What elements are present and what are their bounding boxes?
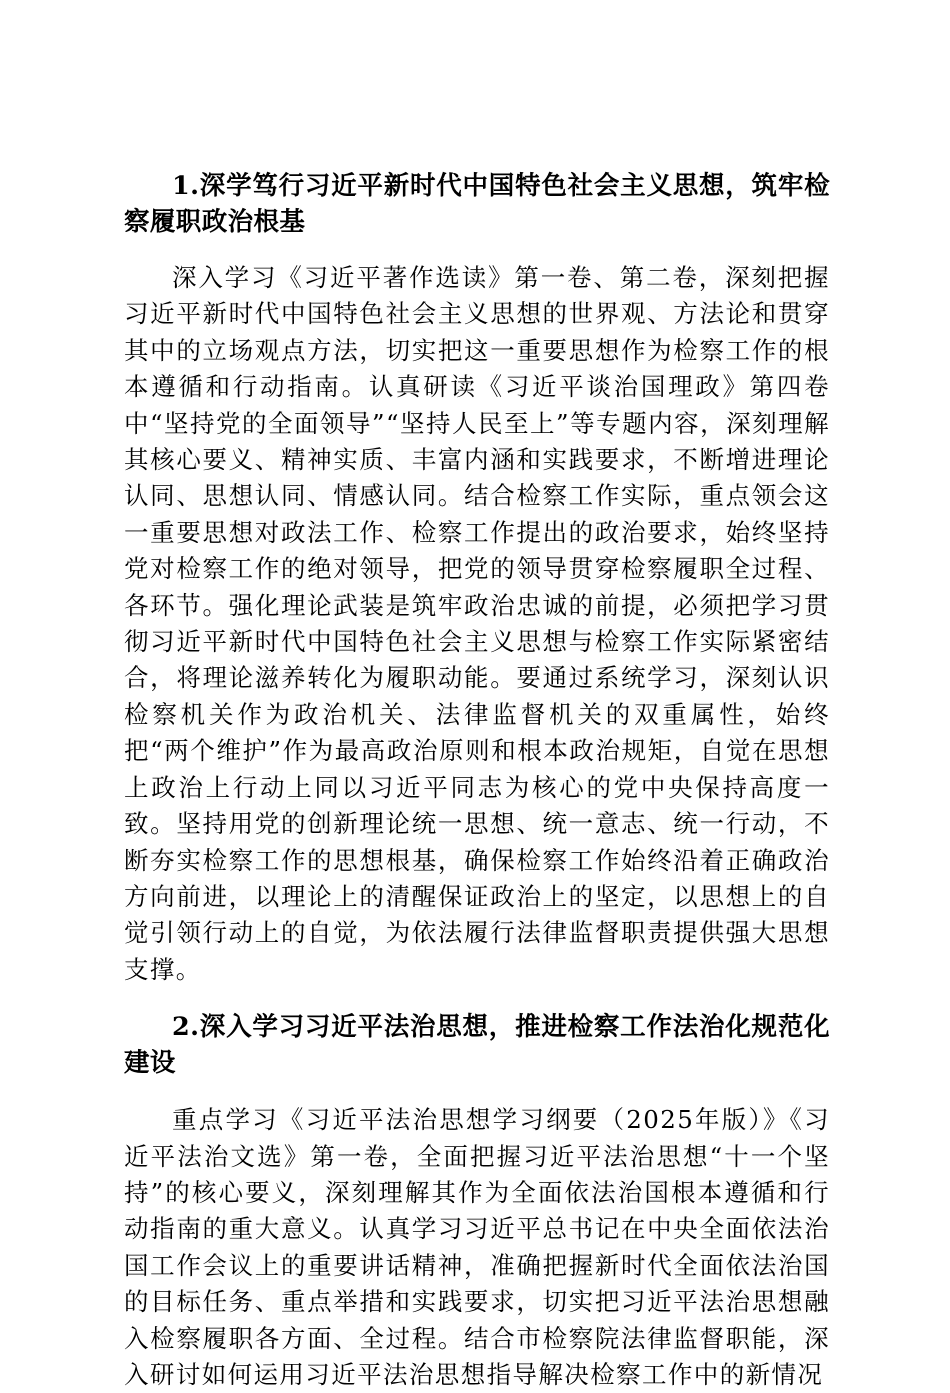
section-heading-1: 1.深学笃行习近平新时代中国特色社会主义思想，筑牢检察履职政治根基 [124, 171, 830, 237]
section-paragraph-1: 深入学习《习近平著作选读》第一卷、第二卷，深刻把握习近平新时代中国特色社会主义思想的世界观、方法论和贯穿其中的立场观点方法，切实把这一重要思想作为检察工作的根本遵循和行动指南。认真研读《习近平谈治国理政》第四卷中“坚持党的全面领导”“坚持人民至上”等专题内容，深刻理解其核心要义、精神实质、丰富内涵和实践要求，不断增进理论认同、思想认同、情感认同。结合检察工作实际，重点领会这一重要思想对政法工作、检察工作提出的政治要求，始终坚持党对检察工作的绝对领导，把党的领导贯穿检察履职全过程、各环节。强化理论武装是筑牢政治忠诚的前提，必须把学习贯彻习近平新时代中国特色社会主义思想与检察工作实际紧密结合，将理论滋养转化为履职动能。要通过系统学习，深刻认识检察机关作为政治机关、法律监督机关的双重属性，始终把“两个维护”作为最高政治原则和根本政治规矩，自觉在思想上政治上行动上同以习近平同志为核心的党中央保持高度一致。坚持用党的创新理论统一思想、统一意志、统一行动，不断夯实检察工作的思想根基，确保检察工作始终沿着正确政治方向前进，以理论上的清醒保证政治上的坚定，以思想上的自觉引领行动上的自觉，为依法履行法律监督职责提供强大思想支撑。 [124, 263, 830, 984]
section-paragraph-2: 重点学习《习近平法治思想学习纲要（2025年版）》《习近平法治文选》第一卷，全面把握习近平法治思想“十一个坚持”的核心要义，深刻理解其作为全面依法治国根本遵循和行动指南的重大意义。认真学习习近平总书记在中央全面依法治国工作会议上的重要讲话精神，准确把握新时代全面依法治国的目标任务、重点举措和实践要求，切实把习近平法治思想融入检察履职各方面、全过程。结合市检察院法律监督职能，深入研讨如何运用习近平法治思想指导解决检察工作中的新情况 [124, 1105, 830, 1389]
section-heading-2: 2.深入学习习近平法治思想，推进检察工作法治化规范化建设 [124, 1012, 830, 1079]
document-body [124, 168, 830, 1393]
